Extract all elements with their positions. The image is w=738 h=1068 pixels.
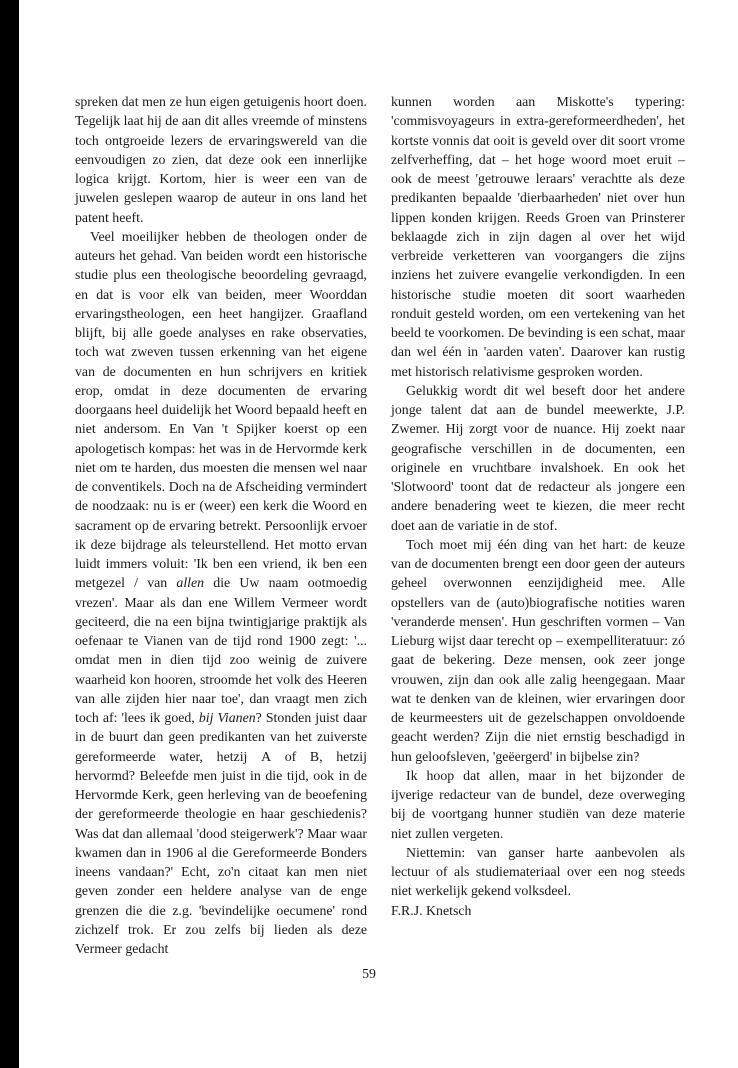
paragraph: Gelukkig wordt dit wel beseft door het andere jonge talent dat aan de bundel meewerkte, J.P. Zwemer. Hij zorgt voor de nuance. Hij zoekt naar geografische verschillen in de documenten, een originele en vruchtbare invalshoek. En ook het 'Slotwoord' toont dat de redacteur als jongere een andere benadering weet te kiezen, die meer recht doet aan de variatie in de stof. <box>391 382 685 533</box>
text-run: Veel moeilijker hebben de theologen onder de auteurs het gehad. Van beiden wordt een historische studie plus een theologische beoordeling gevraagd, en dat is voor elk van beiden, meer Woorddan ervaringstheologen, een heet hangijzer. Graafland blijft, bij alle goede analyses en rake observaties, toch wat zweven tussen erkenning van het eigene van de documenten en hun schrijvers en kritiek erop, omdat in deze documenten de ervaring doorgaans heel duidelijk het Woord bepaald heeft en niet andersom. En Van 't Spijker koerst op een apologetisch kompas: het was in de Hervormde kerk niet om te harden, dus moesten die mensen wel naar de conventikels. Doch na de Afscheiding vermindert de noodzaak: nu is er (weer) een kerk die Woord en sacrament op de ervaring betrekt. Persoonlijk ervoer ik deze bijdrage als teleurstellend. Het motto ervan luidt immers voluit: 'Ik ben een vriend, ik ben een metgezel / van <box>75 228 367 591</box>
small-caps: B <box>309 748 320 764</box>
page-number: 59 <box>362 966 376 981</box>
text-run: ? Stonden juist daar in de buurt dan geen predikanten van het zuiverste gereformeerde water, hetzij <box>75 710 367 764</box>
emphasis: bij Vianen <box>198 710 256 725</box>
left-column <box>75 92 367 958</box>
scan-edge-bar <box>0 0 19 1068</box>
paragraph: Niettemin: van ganser harte aanbevolen als lectuur of als studiemateriaal over een nog steeds niet werkelijk gekend volksdeel. <box>391 844 685 899</box>
paragraph <box>75 227 367 959</box>
text-run: of <box>271 748 310 764</box>
small-caps: A <box>261 748 272 764</box>
right-column <box>391 92 685 920</box>
paragraph: spreken dat men ze hun eigen getuigenis hoort doen. Tegelijk laat hij de aan dit alles vreemde of minstens toch ontgroeide lezers de ervaringswereld van die eenvoudigen zo zien, dat deze ook een innerlijke logica krijgt. Kortom, hier is weer een van de juwelen geslepen waarop de auteur in ons land het patent heeft. <box>75 94 367 225</box>
paragraph: Toch moet mij één ding van het hart: de keuze van de documenten brengt een door geen der auteurs geheel overwonnen eenzijdigheid mee. Alle opstellers van de (auto)biografische notities waren 'veranderde mensen'. Hun geschriften vormen – Van Lieburg wijst daar terecht op – exempelliteratuur: zó gaat de bekering. Deze mensen, ook zeer jonge vrouwen, zijn dan ook alle zalig heengegaan. Maar wat te denken van de kleinen, wier ervaringen door de keurmeesters uit de gezelschappen onvoldoende geacht werden? Zijn die niet ernstig beschadigd in hun geloofsleven, 'geëergerd' in bijbelse zin? <box>391 536 685 764</box>
text-run: die Uw naam ootmoedig vrezen'. Maar als dan ene Willem Vermeer wordt geciteerd, die na een bijna twintigjarige praktijk als oefenaar te Vianen van de tijd rond 1900 zegt: '... omdat men in dien tijd zoo weinig de zuivere waarheid kon hooren, stroomde het volk des Heeren van alle zijden hier naar toe', dan vraagt men zich toch af: 'lees ik goed, <box>75 575 367 725</box>
author-signature: F.R.J. Knetsch <box>391 902 472 918</box>
emphasis: allen <box>176 575 205 591</box>
paragraph: kunnen worden aan Miskotte's typering: 'commisvoyageurs in extra-gereformeerdheden', het kortste vonnis dat ooit is geveld over dit soort vrome zelfverheffing, dat – het hoge woord moet eruit – ook de meest 'getrouwe leraars' verachtte als deze predikanten bepaalde 'dierbaarheden' niet over hun lippen konden krijgen. Reeds Groen van Prinsterer beklaagde zich in zijn dagen al over het wijd verbreide verketteren van voorgangers die zijns inziens het zuivere evangelie verkondigden. In een historische studie moeten dit soort waarheden ronduit gesteld worden, om een vertekening van het beeld te voorkomen. De bevinding is een schat, maar dan wel één in 'aarden vaten'. Daarover kan rustig met historisch relativisme gesproken worden. <box>391 94 685 379</box>
text-run: , hetzij hervormd? Beleefde men juist in die tijd, ook in de Hervormde Kerk, geen herleving van de beoefening der gereformeerde theologie en haar geschiedenis? Was dat dan allemaal 'dood steigerwerk'? Maar waar kwamen dan in 1906 al die Gereformeerde Bonders ineens vandaan?' Echt, zo'n citaat kan men niet geven zonder een heldere analyse van de enge grenzen die die z.g. 'bevindelijke oecumene' rond zichzelf trok. Er zou zelfs bij lieden als deze Vermeer gedacht <box>75 748 368 956</box>
paragraph: Ik hoop dat allen, maar in het bijzonder de ijverige redacteur van de bundel, deze overweging bij de voortgang hunner studiën van deze materie niet zullen vergeten. <box>391 767 685 841</box>
